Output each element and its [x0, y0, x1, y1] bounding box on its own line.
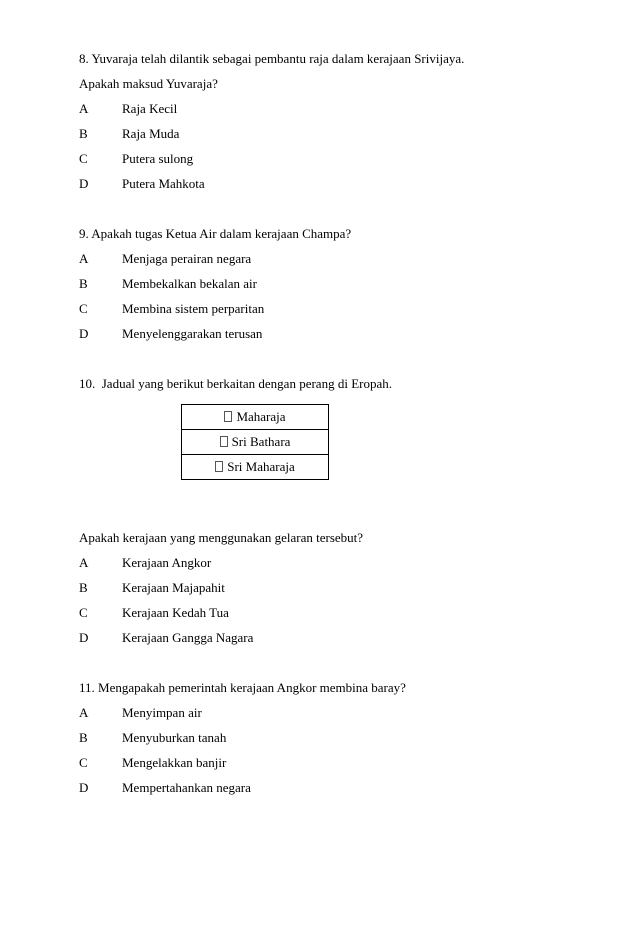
option-text: Menyuburkan tanah	[122, 730, 227, 745]
option-letter: A	[79, 555, 89, 570]
question-8-option-d[interactable]	[79, 171, 549, 196]
option-text: Mengelakkan banjir	[122, 755, 227, 770]
option-text: Kerajaan Majapahit	[122, 580, 225, 595]
table-cell	[182, 405, 329, 430]
missing-glyph-box-icon	[215, 461, 223, 472]
question-block-9	[79, 221, 549, 346]
option-text: Membekalkan bekalan air	[122, 276, 257, 291]
option-text: Mempertahankan negara	[122, 780, 251, 795]
option-text: Menyelenggarakan terusan	[122, 326, 263, 341]
gelaran-table	[181, 404, 329, 480]
option-text: Kerajaan Kedah Tua	[122, 605, 229, 620]
question-11-option-c[interactable]	[79, 750, 549, 775]
option-letter: B	[79, 730, 88, 745]
question-9-option-d[interactable]	[79, 321, 549, 346]
question-10-option-c[interactable]	[79, 600, 549, 625]
question-8-option-a[interactable]	[79, 96, 549, 121]
option-text: Putera sulong	[122, 151, 194, 166]
option-letter: D	[79, 630, 89, 645]
option-letter: B	[79, 580, 88, 595]
table-cell-label: Sri Maharaja	[227, 459, 295, 474]
option-letter: A	[79, 251, 89, 266]
question-11-option-b[interactable]	[79, 725, 549, 750]
option-letter: A	[79, 101, 89, 116]
question-10-post-table-prompt: Apakah kerajaan yang menggunakan gelaran tersebut?	[79, 530, 364, 545]
question-10-option-a[interactable]	[79, 550, 549, 575]
question-10-option-b[interactable]	[79, 575, 549, 600]
option-letter: A	[79, 705, 89, 720]
question-10-stem-line-1: 10. Jadual yang berikut berkaitan dengan perang di Eropah.	[79, 376, 392, 391]
option-text: Kerajaan Gangga Nagara	[122, 630, 254, 645]
option-letter: C	[79, 151, 88, 166]
document-body	[79, 46, 549, 800]
question-9-stem-line-1: 9. Apakah tugas Ketua Air dalam kerajaan Champa?	[79, 226, 352, 241]
question-8-option-b[interactable]	[79, 121, 549, 146]
option-text: Raja Muda	[122, 126, 180, 141]
question-9-option-b[interactable]	[79, 271, 549, 296]
question-10-table-wrapper	[79, 396, 549, 500]
option-text: Putera Mahkota	[122, 176, 205, 191]
table-cell-label: Sri Bathara	[231, 434, 291, 449]
question-9-option-a[interactable]	[79, 246, 549, 271]
option-text: Kerajaan Angkor	[122, 555, 212, 570]
option-text: Raja Kecil	[122, 101, 178, 116]
option-letter: B	[79, 126, 88, 141]
option-letter: C	[79, 605, 88, 620]
question-block-10	[79, 371, 549, 650]
option-text: Menyimpan air	[122, 705, 202, 720]
option-letter: D	[79, 326, 89, 341]
table-row	[182, 455, 329, 480]
question-block-8	[79, 46, 549, 196]
question-11-stem-line-1: 11. Mengapakah pemerintah kerajaan Angkor membina baray?	[79, 680, 406, 695]
table-row	[182, 405, 329, 430]
question-8-stem-line-2: Apakah maksud Yuvaraja?	[79, 76, 218, 91]
layout-spacer	[79, 500, 549, 525]
option-letter: D	[79, 780, 89, 795]
question-11-option-d[interactable]	[79, 775, 549, 800]
question-10-option-d[interactable]	[79, 625, 549, 650]
missing-glyph-box-icon	[220, 436, 228, 447]
option-letter: C	[79, 755, 88, 770]
option-letter: D	[79, 176, 89, 191]
option-letter: B	[79, 276, 88, 291]
table-row	[182, 430, 329, 455]
missing-glyph-box-icon	[224, 411, 232, 422]
table-cell	[182, 430, 329, 455]
question-8-option-c[interactable]	[79, 146, 549, 171]
option-text: Membina sistem perparitan	[122, 301, 265, 316]
question-8-stem-line-1: 8. Yuvaraja telah dilantik sebagai pembantu raja dalam kerajaan Srivijaya.	[79, 51, 465, 66]
question-block-11	[79, 675, 549, 800]
question-9-option-c[interactable]	[79, 296, 549, 321]
question-11-option-a[interactable]	[79, 700, 549, 725]
option-text: Menjaga perairan negara	[122, 251, 252, 266]
table-cell-label: Maharaja	[236, 409, 286, 424]
table-cell	[182, 455, 329, 480]
option-letter: C	[79, 301, 88, 316]
